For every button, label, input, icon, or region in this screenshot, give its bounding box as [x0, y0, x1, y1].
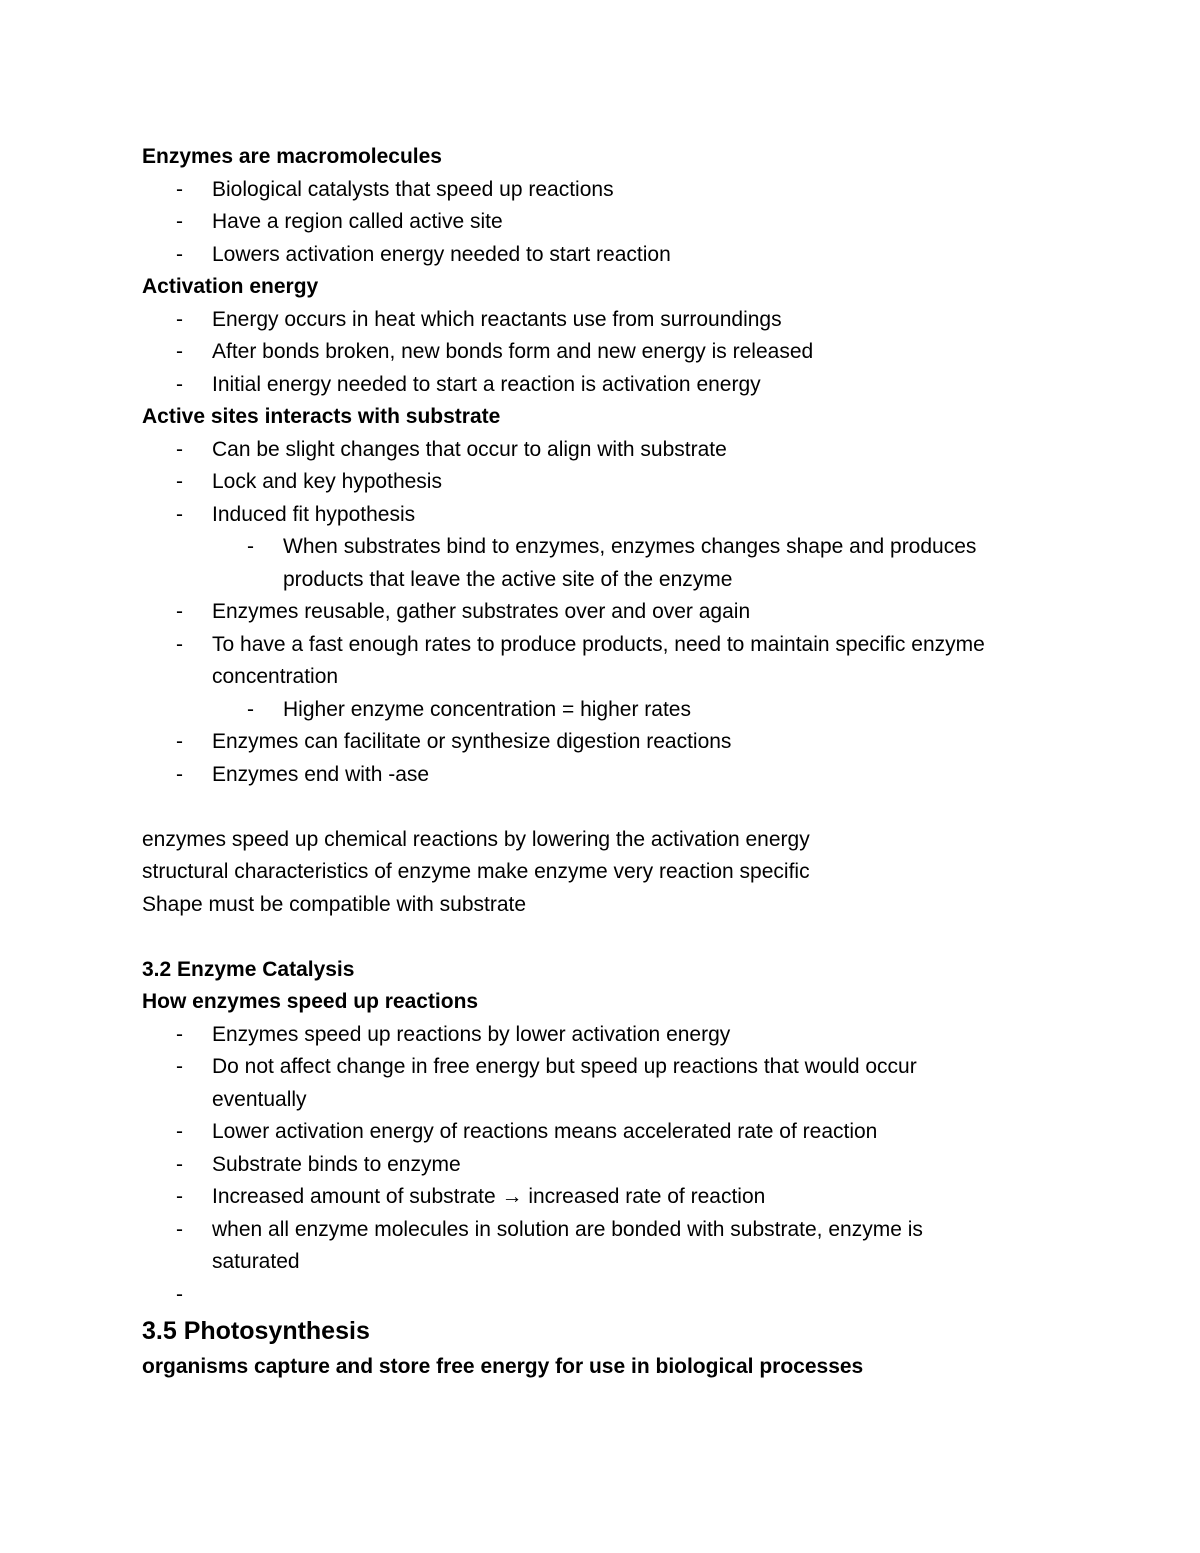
list-item: - Lower activation energy of reactions means accelerated rate of reaction — [176, 1120, 878, 1143]
summary-line: enzymes speed up chemical reactions by lowering the activation energy — [142, 827, 810, 851]
list-item: - Energy occurs in heat which reactants use from surroundings — [176, 307, 782, 331]
list-item: - Substrate binds to enzyme — [176, 1152, 461, 1176]
sub-list-item: - When substrates bind to enzymes, enzymes changes shape and produces — [247, 535, 977, 558]
heading-active-sites: Active sites interacts with substrate — [142, 405, 501, 428]
heading-photosynthesis: organisms capture and store free energy for use in biological processes — [142, 1355, 864, 1378]
list-item: - Initial energy needed to start a reaction is activation energy — [176, 372, 761, 396]
summary-line: structural characteristics of enzyme make enzyme very reaction specific — [142, 860, 810, 883]
list-item: - Do not affect change in free energy but speed up reactions that would occur — [176, 1055, 917, 1078]
section-title-photosynthesis: 3.5 Photosynthesis — [142, 1317, 370, 1345]
spacer — [142, 791, 1082, 824]
list-item-continued: concentration — [212, 665, 339, 688]
list-item: - To have a fast enough rates to produce products, need to maintain specific enzyme — [176, 632, 985, 656]
notes-page — [142, 141, 1082, 1384]
list-item: - Induced fit hypothesis — [176, 502, 416, 526]
heading-enzymes: Enzymes are macromolecules — [142, 145, 442, 168]
list-item: - Can be slight changes that occur to align with substrate — [176, 437, 727, 461]
list-item: - Biological catalysts that speed up reactions — [176, 177, 614, 201]
list-item-continued: eventually — [212, 1087, 307, 1111]
list-item: - Enzymes speed up reactions by lower activation energy — [176, 1022, 731, 1046]
sub-list-item: - Higher enzyme concentration = higher rates — [247, 697, 691, 721]
list-item: - Enzymes can facilitate or synthesize digestion reactions — [176, 730, 732, 753]
list-item: - Lock and key hypothesis — [176, 470, 442, 493]
heading-speed-up: How enzymes speed up reactions — [142, 990, 479, 1013]
heading-activation-energy: Activation energy — [142, 275, 319, 298]
list-item: - Have a region called active site — [176, 210, 503, 233]
list-item: - Increased amount of substrate → increased rate of reaction — [176, 1185, 766, 1208]
sub-list-item-continued: products that leave the active site of the enzyme — [283, 567, 733, 591]
spacer — [142, 921, 1082, 954]
list-item: - After bonds broken, new bonds form and new energy is released — [176, 340, 814, 363]
list-item: - Enzymes reusable, gather substrates over and over again — [176, 600, 751, 623]
list-item-continued: saturated — [212, 1250, 300, 1273]
section-title-catalysis: 3.2 Enzyme Catalysis — [142, 957, 355, 981]
list-item: - Lowers activation energy needed to start reaction — [176, 242, 671, 266]
list-item: - when all enzyme molecules in solution are bonded with substrate, enzyme is — [176, 1217, 923, 1241]
summary-line: Shape must be compatible with substrate — [142, 892, 527, 916]
list-item: - Enzymes end with -ase — [176, 762, 430, 786]
empty-list-item: - — [176, 1282, 183, 1306]
